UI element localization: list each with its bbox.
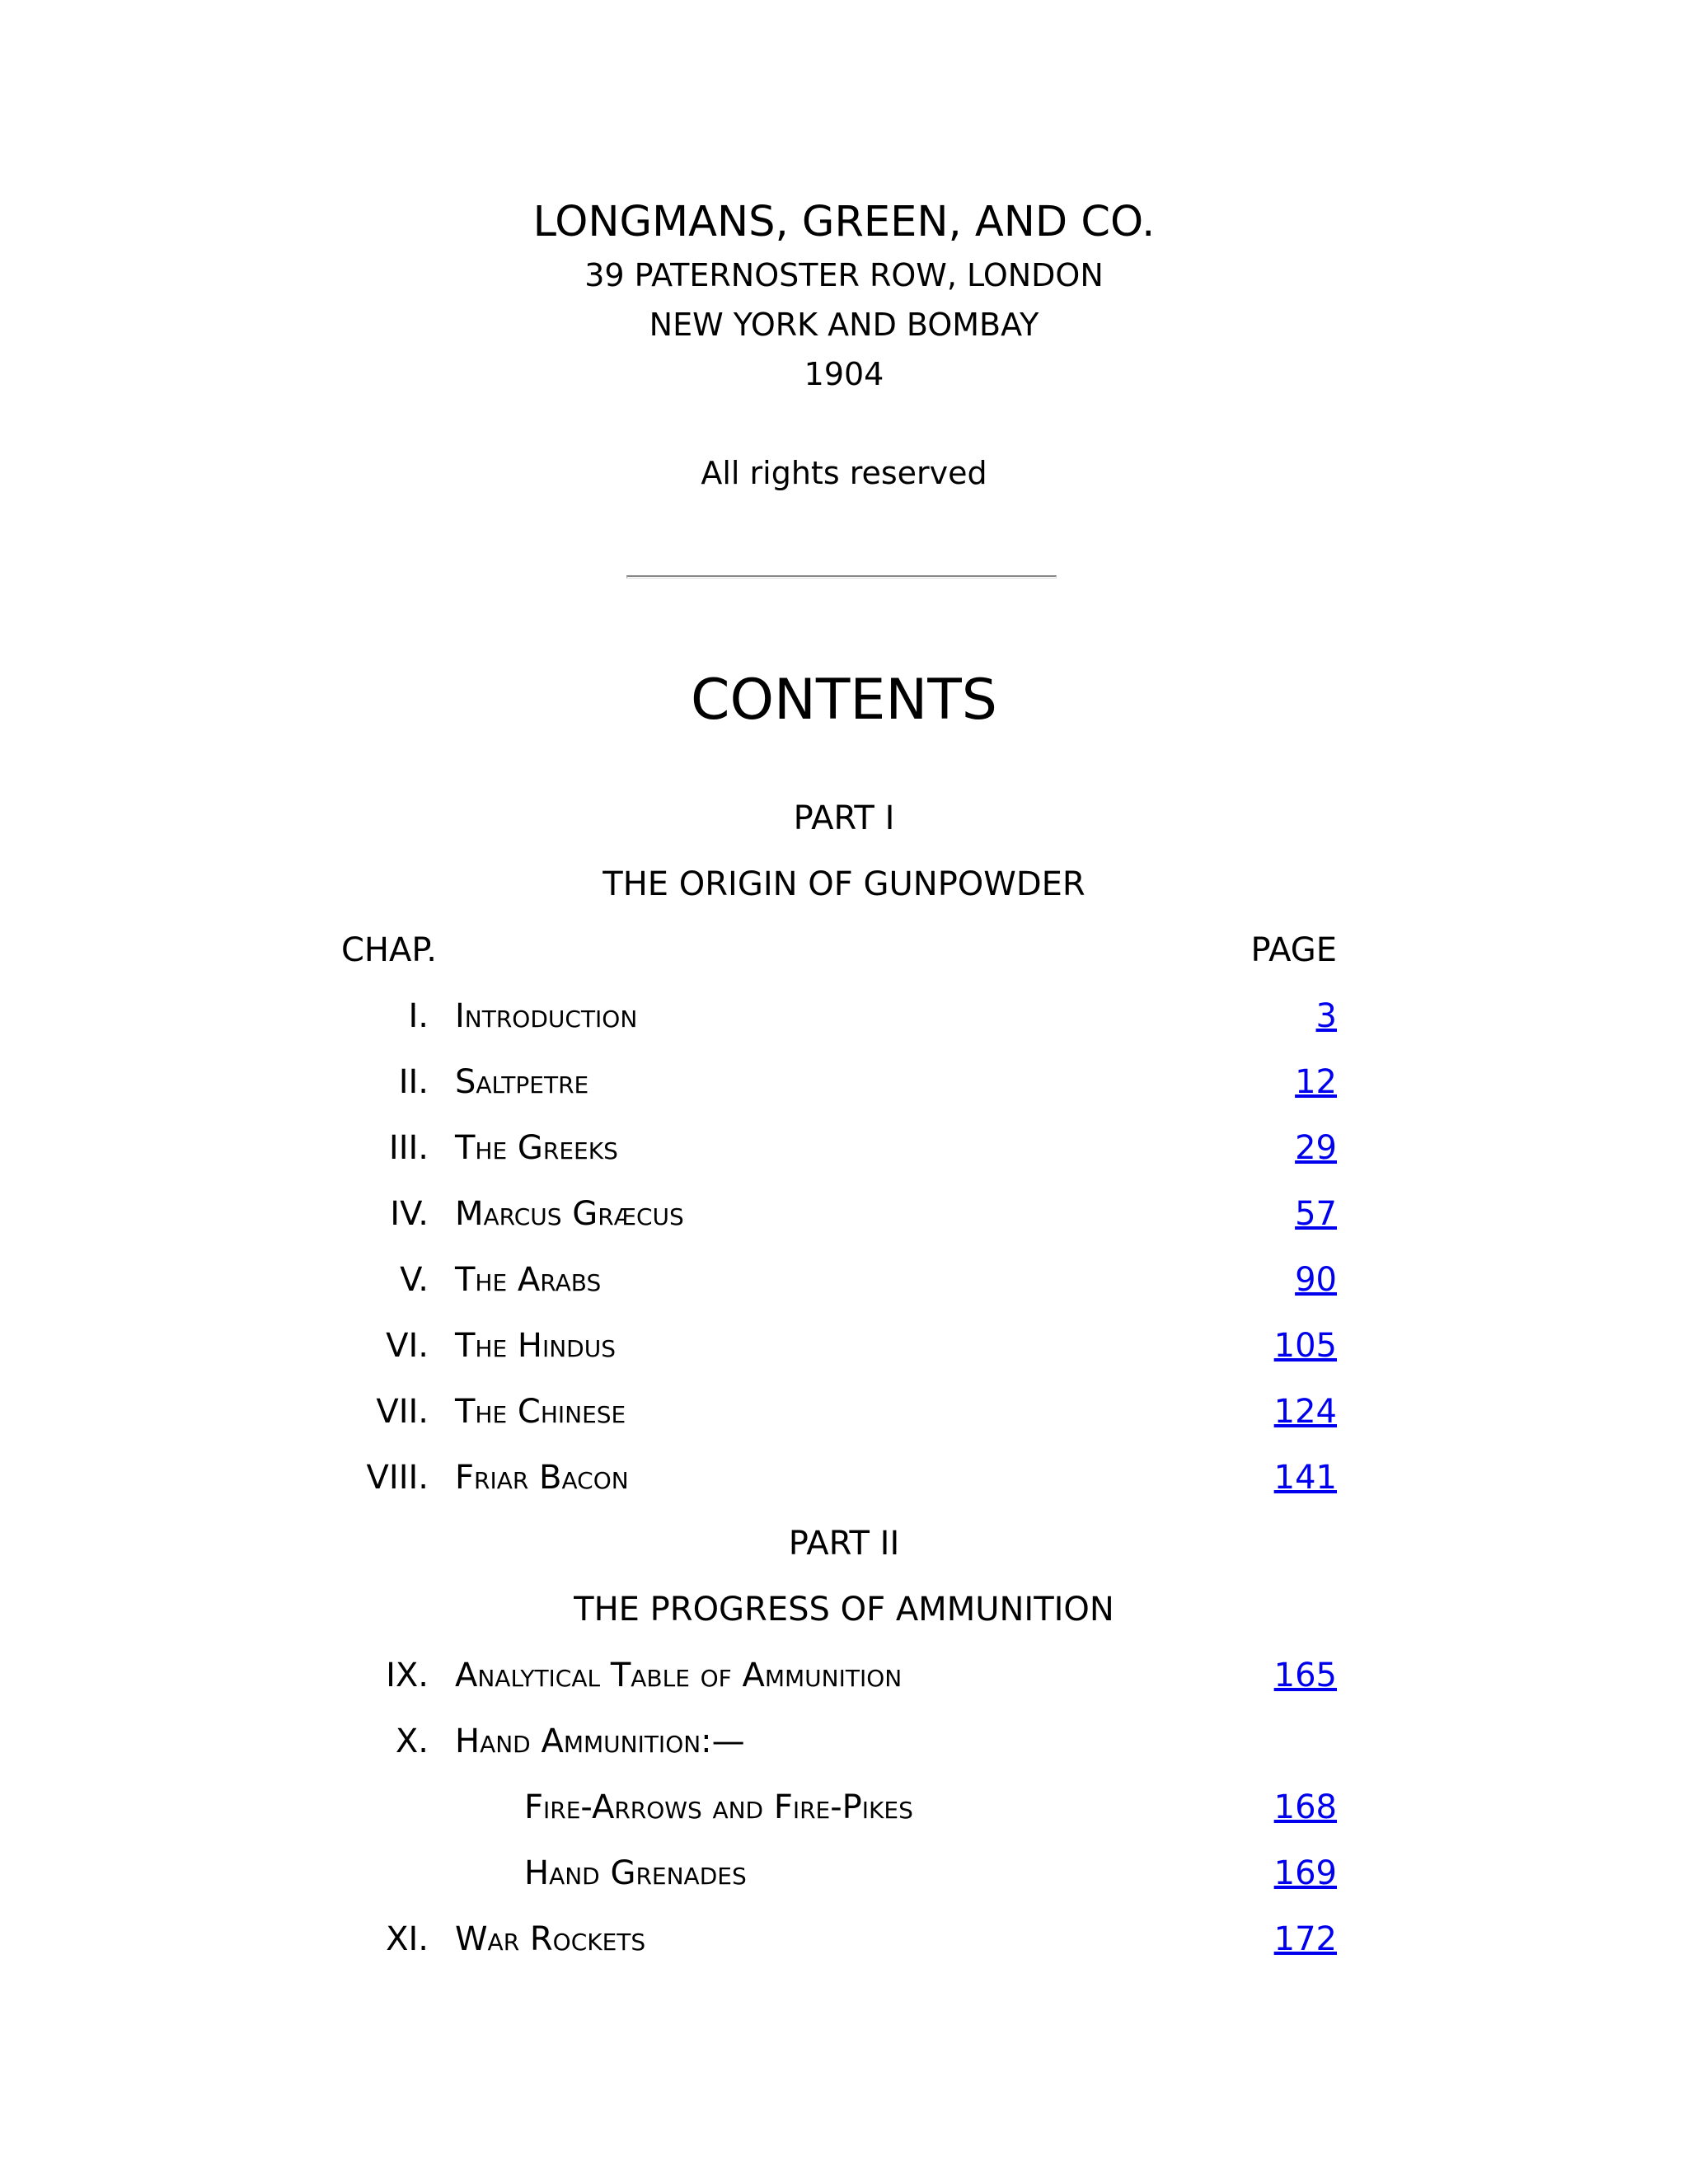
chapter-title: Analytical Table of Ammunition [455, 1657, 903, 1694]
publication-year: 1904 [804, 356, 884, 392]
chapter-number: II. [398, 1063, 429, 1101]
publisher-address: 39 PATERNOSTER ROW, LONDON [584, 257, 1104, 293]
chapter-title: The Arabs [455, 1261, 602, 1299]
publisher-cities: NEW YORK AND BOMBAY [649, 307, 1039, 343]
page-link[interactable]: 29 [1295, 1129, 1337, 1167]
page-column-label: PAGE [1250, 931, 1337, 969]
chapter-number: VII. [376, 1393, 429, 1431]
chapter-number: X. [395, 1722, 429, 1760]
rights-notice: All rights reserved [701, 455, 987, 491]
chapter-number: XI. [386, 1920, 429, 1958]
page-link[interactable]: 172 [1273, 1920, 1337, 1958]
part-1-label: PART I [793, 799, 895, 837]
page-link[interactable]: 168 [1273, 1788, 1337, 1826]
chapter-title: Saltpetre [455, 1063, 589, 1101]
chapter-title: Marcus Græcus [455, 1195, 684, 1233]
chapter-title: The Hindus [455, 1327, 617, 1365]
chapter-number: III. [388, 1129, 429, 1167]
chapter-title: The Chinese [455, 1393, 626, 1431]
page-link[interactable]: 90 [1295, 1261, 1337, 1299]
part-1-title: THE ORIGIN OF GUNPOWDER [603, 865, 1085, 903]
horizontal-rule [626, 575, 1057, 579]
chapter-title: War Rockets [455, 1920, 646, 1958]
chapter-number: V. [400, 1261, 429, 1299]
contents-heading: CONTENTS [691, 668, 997, 733]
chapter-title: Friar Bacon [455, 1459, 629, 1497]
part-2-title: THE PROGRESS OF AMMUNITION [574, 1591, 1114, 1629]
chapter-title: The Greeks [455, 1129, 618, 1167]
page-link[interactable]: 105 [1273, 1327, 1337, 1365]
part-2-label: PART II [788, 1525, 900, 1563]
page-link[interactable]: 165 [1273, 1657, 1337, 1694]
section-title: Hand Grenades [524, 1854, 747, 1892]
chap-column-label: CHAP. [341, 931, 437, 969]
chapter-number: I. [408, 997, 429, 1035]
page-link[interactable]: 12 [1295, 1063, 1337, 1101]
chapter-title: Introduction [455, 997, 638, 1035]
page-link[interactable]: 141 [1273, 1459, 1337, 1497]
publisher-name: LONGMANS, GREEN, AND CO. [532, 198, 1156, 246]
chapter-number: VIII. [366, 1459, 429, 1497]
chapter-number: IV. [390, 1195, 429, 1233]
page-link[interactable]: 3 [1315, 997, 1337, 1035]
chapter-title: Hand Ammunition:— [455, 1722, 745, 1760]
chapter-number: VI. [386, 1327, 429, 1365]
chapter-number: IX. [386, 1657, 429, 1694]
page-link[interactable]: 57 [1295, 1195, 1337, 1233]
page-link[interactable]: 124 [1273, 1393, 1337, 1431]
section-title: Fire-Arrows and Fire-Pikes [524, 1788, 913, 1826]
page-link[interactable]: 169 [1273, 1854, 1337, 1892]
